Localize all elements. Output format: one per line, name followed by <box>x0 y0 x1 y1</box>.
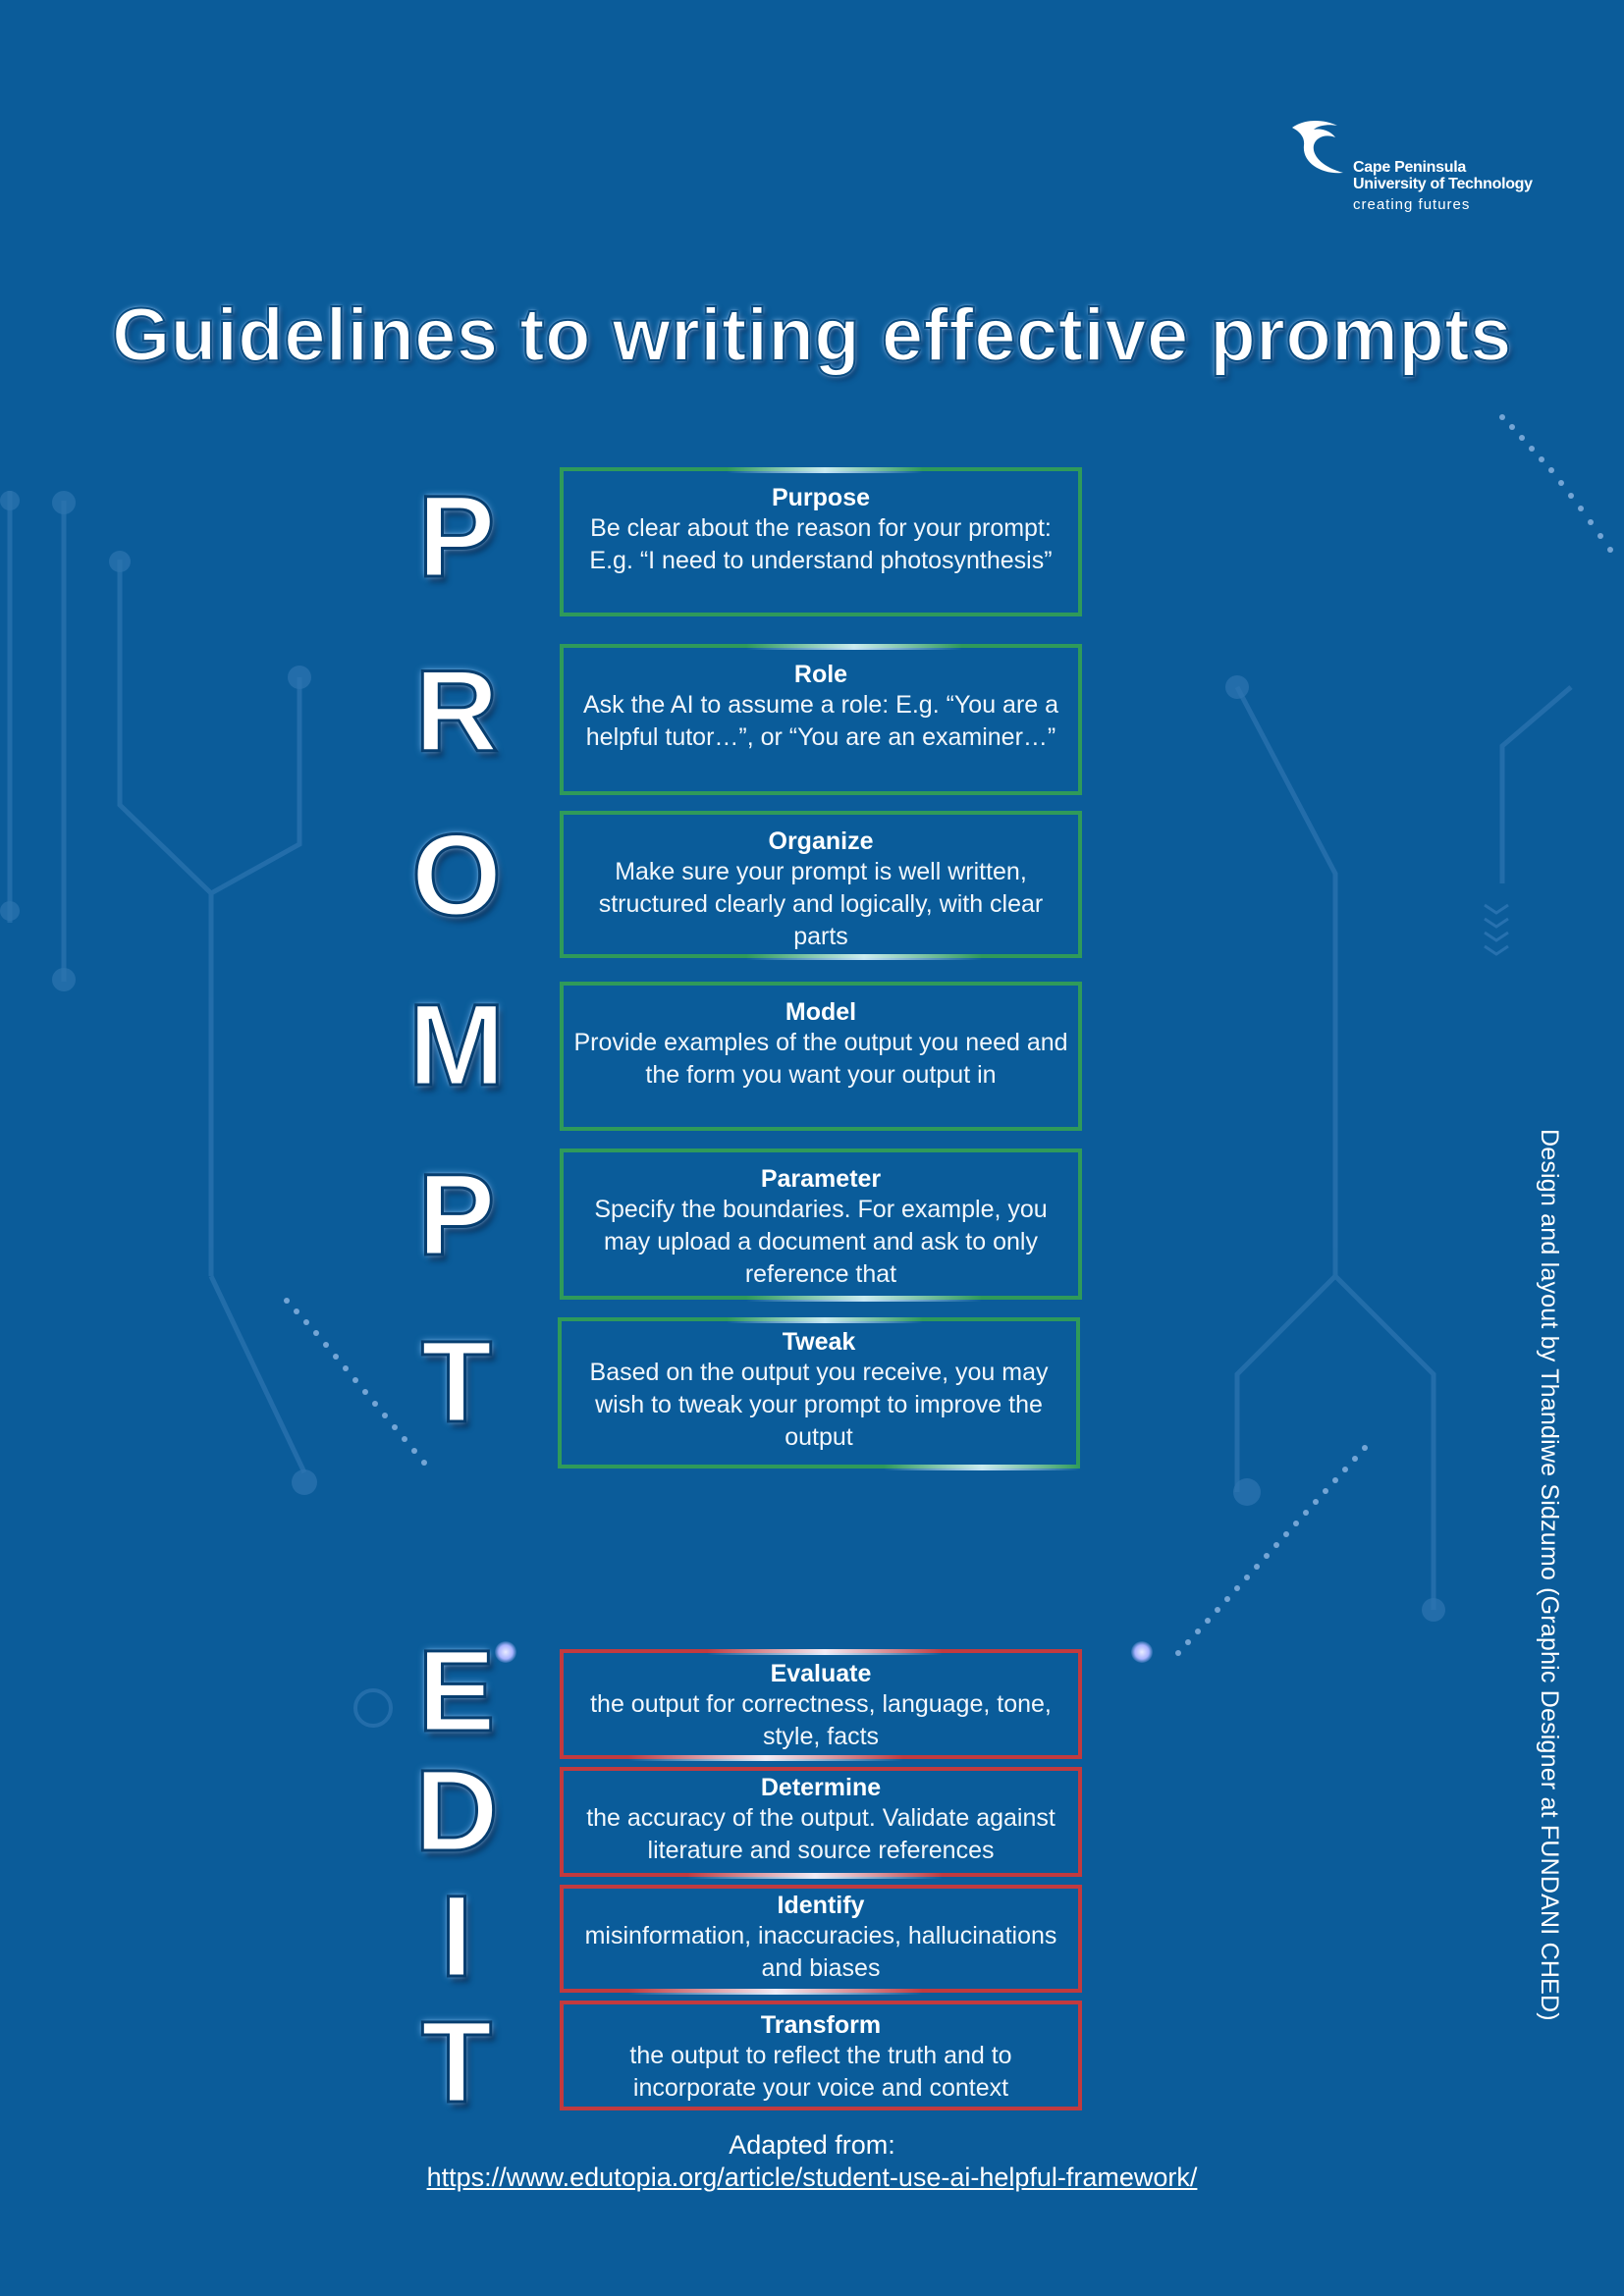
prompt-letter: M <box>407 981 506 1110</box>
edit-letter: T <box>420 1998 493 2127</box>
box-heading: Identify <box>777 1892 865 1919</box>
source-link-wrapper <box>0 2163 1624 2193</box>
edit-letter: I <box>440 1872 473 2002</box>
box-heading: Organize <box>768 828 874 855</box>
edit-letter: D <box>414 1746 499 1876</box>
glow-dot <box>1131 1641 1153 1663</box>
box-heading: Parameter <box>760 1165 882 1193</box>
logo-tagline: creating futures <box>1353 196 1471 213</box>
box-heading: Role <box>793 661 848 688</box>
designer-credit: Design and layout by Thandiwe Sidzumo (Graphic Designer at FUNDANI CHED) <box>1536 1129 1563 2021</box>
prompt-letter: P <box>417 472 496 602</box>
page-title: Guidelines to writing effective prompts <box>112 294 1512 377</box>
box-text: misinformation, inaccuracies, hallucinations and biases <box>584 1922 1057 1982</box>
prompt-box-parameter <box>560 1148 1082 1300</box>
box-heading: Tweak <box>782 1328 856 1356</box>
edit-box-determine <box>560 1767 1082 1877</box>
box-heading: Model <box>785 998 857 1026</box>
prompt-letter: P <box>417 1150 496 1280</box>
box-heading: Transform <box>760 2011 882 2039</box>
source-link[interactable]: https://www.edutopia.org/article/student-use-ai-helpful-framework/ <box>426 2163 1198 2192</box>
box-heading: Purpose <box>771 484 871 511</box>
box-text: Ask the AI to assume a role: E.g. “You are a helpful tutor…”, or “You are an examiner…” <box>582 691 1059 751</box>
prompt-box-tweak <box>558 1317 1080 1468</box>
prompt-letter: R <box>414 647 499 776</box>
prompt-letter: T <box>420 1317 493 1447</box>
source-label: Adapted from: <box>729 2130 895 2160</box>
prompt-box-role <box>560 644 1082 795</box>
box-text: the accuracy of the output. Validate against literature and source references <box>586 1804 1056 1864</box>
bird-swoosh-icon <box>1288 116 1353 194</box>
box-text: Make sure your prompt is well written, structured clearly and logically, with clear parts <box>598 858 1044 950</box>
box-text: the output to reflect the truth and to incorporate your voice and context <box>629 2042 1012 2102</box>
prompt-box-organize <box>560 811 1082 958</box>
edit-box-identify <box>560 1885 1082 1993</box>
edit-box-evaluate <box>560 1649 1082 1759</box>
box-text: Specify the boundaries. For example, you may upload a document and ask to only reference that <box>594 1196 1048 1288</box>
box-heading: Evaluate <box>770 1660 872 1687</box>
edit-box-transform <box>560 2001 1082 2110</box>
box-heading: Determine <box>760 1774 882 1801</box>
box-text: Based on the output you receive, you may wish to tweak your prompt to improve the output <box>589 1359 1049 1451</box>
university-logo <box>1288 116 1543 224</box>
prompt-letter: O <box>411 811 502 940</box>
prompt-box-purpose <box>560 467 1082 616</box>
box-text: Be clear about the reason for your prompt: E.g. “I need to understand photosynthesis” <box>589 514 1053 574</box>
prompt-box-model <box>560 982 1082 1131</box>
box-text: Provide examples of the output you need and the form you want your output in <box>573 1029 1068 1089</box>
logo-name: Cape Peninsula University of Technology <box>1353 159 1533 192</box>
edit-letter: E <box>417 1627 496 1756</box>
box-text: the output for correctness, language, tone, style, facts <box>590 1690 1052 1750</box>
